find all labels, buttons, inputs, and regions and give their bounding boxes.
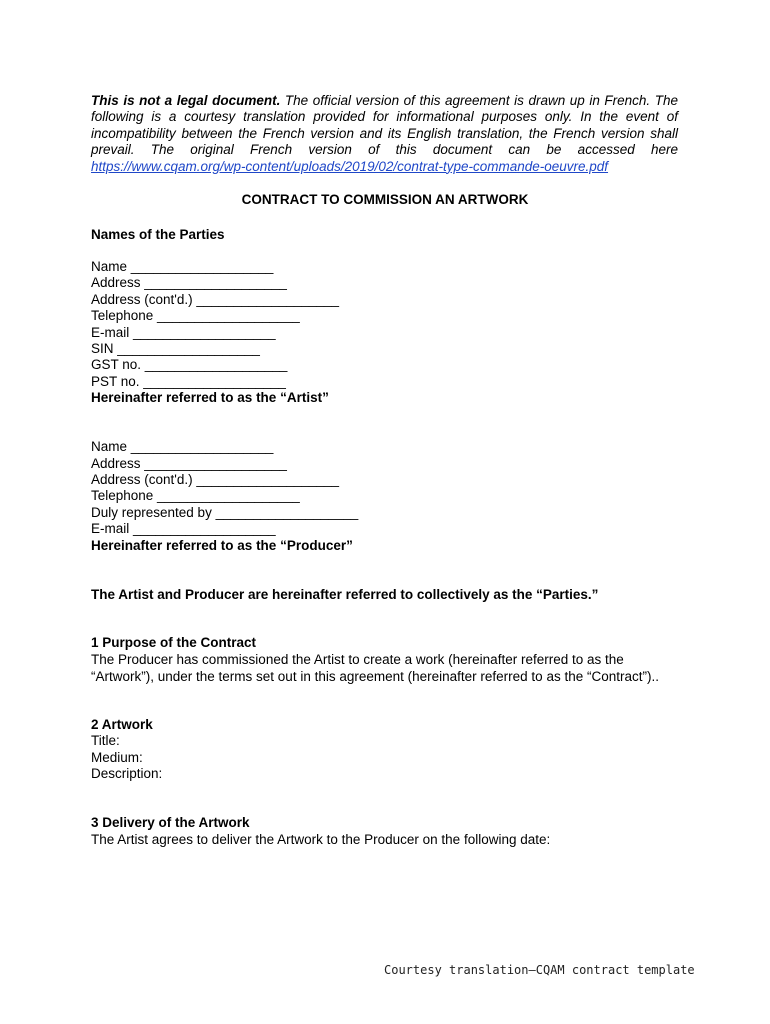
disclaimer-text: The official version of this agreement is drawn up in French. The following is a courtesy translation provided for informational purposes only. In the event of incompatibility between the French version and its English translation, the French version shall prevail. The original French version of this document can be accessed here <box>91 93 679 158</box>
artwork-description-field: Description: <box>91 766 163 781</box>
contract-title: CONTRACT TO COMMISSION AN ARTWORK <box>241 192 529 207</box>
section-2-heading: 2 Artwork <box>91 717 153 732</box>
artist-pst-field: PST no. ___________________ <box>91 374 286 389</box>
disclaimer-lead: This is not a legal document. <box>91 93 281 108</box>
producer-email-field: E-mail ___________________ <box>91 521 276 536</box>
producer-telephone-field: Telephone ___________________ <box>91 488 300 503</box>
producer-reference: Hereinafter referred to as the “Producer” <box>91 538 353 553</box>
parties-heading: Names of the Parties <box>91 227 225 242</box>
artwork-title-field: Title: <box>91 733 120 748</box>
producer-address-field: Address ___________________ <box>91 456 287 471</box>
section-3-heading: 3 Delivery of the Artwork <box>91 815 250 830</box>
producer-represented-by-field: Duly represented by ___________________ <box>91 505 359 520</box>
artist-address-field: Address ___________________ <box>91 275 287 290</box>
artist-reference: Hereinafter referred to as the “Artist” <box>91 390 329 405</box>
disclaimer-paragraph <box>91 93 678 175</box>
artist-sin-field: SIN ___________________ <box>91 341 260 356</box>
page-footer: Courtesy translation—CQAM contract template <box>384 963 695 977</box>
parties-collective-reference: The Artist and Producer are hereinafter referred to collectively as the “Parties.” <box>91 587 599 602</box>
producer-address-cont-field: Address (cont'd.) ___________________ <box>91 472 340 487</box>
producer-name-field: Name ___________________ <box>91 439 274 454</box>
artist-name-field: Name ___________________ <box>91 259 274 274</box>
artist-address-cont-field: Address (cont'd.) ___________________ <box>91 292 340 307</box>
artwork-medium-field: Medium: <box>91 750 143 765</box>
section-1-body: The Producer has commissioned the Artist to create a work (hereinafter referred to as the “Artwork”), under the terms set out in this agreement (hereinafter referred to as the “Contract”).. <box>91 652 659 684</box>
artist-gst-field: GST no. ___________________ <box>91 357 288 372</box>
artist-telephone-field: Telephone ___________________ <box>91 308 300 323</box>
french-version-link[interactable]: https://www.cqam.org/wp-content/uploads/2019/02/contrat-type-commande-oeuvre.pdf <box>91 158 609 174</box>
section-3-body: The Artist agrees to deliver the Artwork to the Producer on the following date: <box>91 832 551 847</box>
section-1-heading: 1 Purpose of the Contract <box>91 635 257 650</box>
artist-email-field: E-mail ___________________ <box>91 325 276 340</box>
